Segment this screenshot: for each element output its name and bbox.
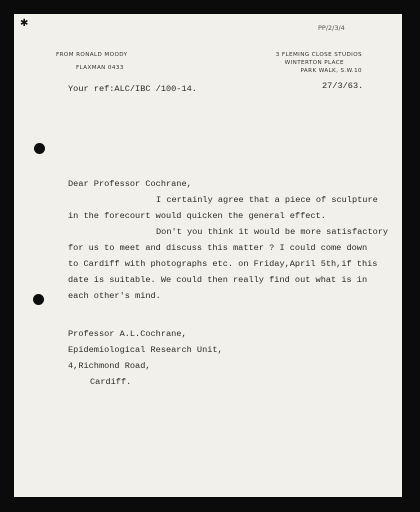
body-line: Don't you think it would be more satisfactory bbox=[156, 227, 389, 237]
letterhead-address-line-3: PARK WALK, S.W.10 bbox=[300, 68, 362, 74]
body-line: date is suitable. We could then really find out what is in bbox=[68, 275, 368, 285]
letterhead-sender: FROM RONALD MOODY bbox=[56, 52, 128, 58]
body-line: for us to meet and discuss this matter ? I could come down bbox=[68, 243, 368, 253]
archive-reference: PP/2/3/4 bbox=[318, 24, 345, 32]
letterhead-address-line-2: WINTERTON PLACE bbox=[284, 60, 344, 66]
letter-page bbox=[14, 14, 402, 497]
addressee-line: Epidemiological Research Unit, bbox=[68, 345, 223, 355]
letter-date: 27/3/63. bbox=[322, 81, 364, 91]
punch-hole bbox=[34, 143, 45, 154]
letterhead-phone: FLAXMAN 0433 bbox=[76, 65, 124, 71]
letterhead-address-line-1: 3 FLEMING CLOSE STUDIOS bbox=[275, 52, 362, 58]
corner-mark-icon: ✱ bbox=[20, 18, 29, 29]
body-line: in the forecourt would quicken the general effect. bbox=[68, 211, 326, 221]
body-line: I certainly agree that a piece of sculpture bbox=[156, 195, 378, 205]
salutation: Dear Professor Cochrane, bbox=[68, 179, 192, 189]
addressee-line: Cardiff. bbox=[90, 377, 132, 387]
body-line: each other's mind. bbox=[68, 291, 161, 301]
punch-hole bbox=[33, 294, 44, 305]
reference-line: Your ref:ALC/IBC /100-14. bbox=[68, 84, 197, 94]
addressee-line: 4,Richmond Road, bbox=[68, 361, 151, 371]
addressee-line: Professor A.L.Cochrane, bbox=[68, 329, 187, 339]
body-line: to Cardiff with photographs etc. on Friday,April 5th,if this bbox=[68, 259, 378, 269]
